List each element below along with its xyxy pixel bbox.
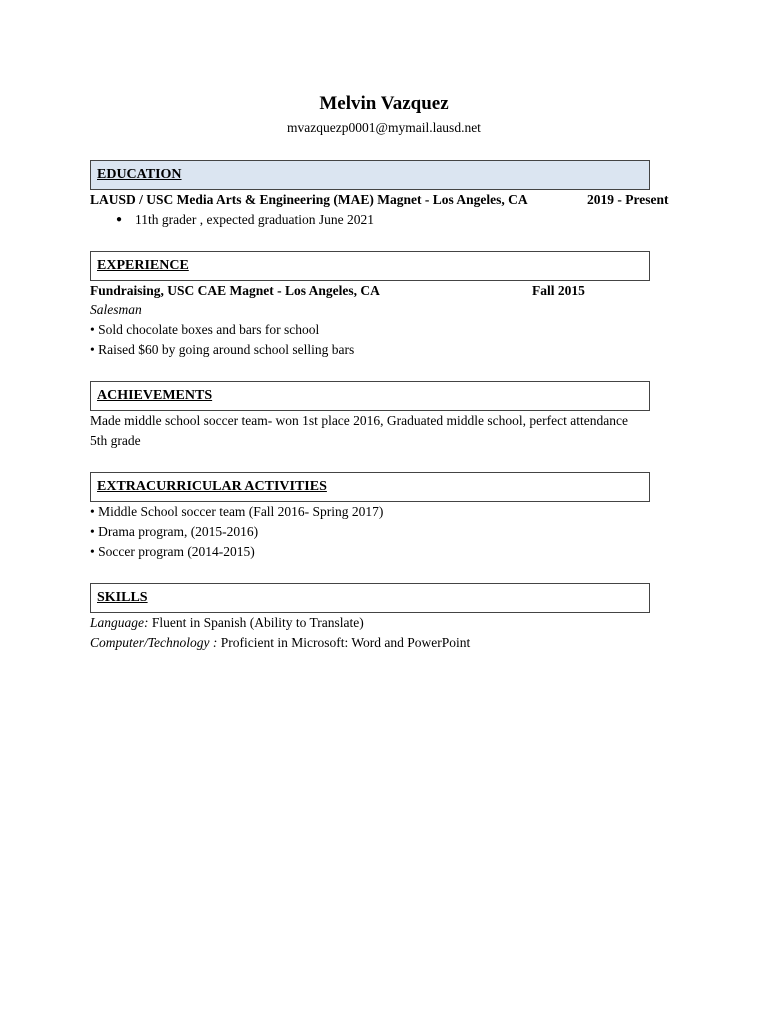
skill-language bbox=[90, 615, 364, 631]
section-title-extracurricular: EXTRACURRICULAR ACTIVITIES bbox=[97, 479, 327, 494]
section-header-education bbox=[90, 160, 650, 190]
education-dates: 2019 - Present bbox=[587, 192, 669, 207]
section-header-skills bbox=[90, 583, 650, 613]
experience-org: Fundraising, USC CAE Magnet - Los Angeles, CA bbox=[90, 283, 380, 298]
section-header-achievements bbox=[90, 381, 650, 411]
section-title-skills: SKILLS bbox=[97, 590, 148, 605]
extracurricular-item: • Drama program, (2015-2016) bbox=[90, 524, 259, 539]
skill-label: Language: bbox=[90, 615, 149, 630]
candidate-name: Melvin Vazquez bbox=[319, 93, 449, 114]
section-title-achievements: ACHIEVEMENTS bbox=[97, 388, 213, 403]
extracurricular-item: • Soccer program (2014-2015) bbox=[90, 544, 255, 559]
experience-bullet: • Sold chocolate boxes and bars for school bbox=[90, 322, 320, 337]
bullet-icon: ● bbox=[116, 214, 123, 225]
section-title-education: EDUCATION bbox=[97, 167, 182, 182]
section-title-experience: EXPERIENCE bbox=[97, 258, 189, 273]
extracurricular-item: • Middle School soccer team (Fall 2016- Spring 2017) bbox=[90, 504, 384, 519]
section-header-extracurricular bbox=[90, 472, 650, 502]
skill-label: Computer/Technology : bbox=[90, 635, 218, 650]
education-school: LAUSD / USC Media Arts & Engineering (MAE) Magnet - Los Angeles, CA bbox=[90, 192, 528, 207]
section-header-experience bbox=[90, 251, 650, 281]
skill-value: Proficient in Microsoft: Word and PowerPoint bbox=[217, 635, 471, 650]
education-bullet: 11th grader , expected graduation June 2021 bbox=[135, 212, 375, 227]
candidate-email: mvazquezp0001@mymail.lausd.net bbox=[287, 120, 481, 135]
experience-dates: Fall 2015 bbox=[532, 283, 585, 298]
skill-value: Fluent in Spanish (Ability to Translate) bbox=[148, 615, 364, 630]
experience-bullet: • Raised $60 by going around school selling bars bbox=[90, 342, 355, 357]
achievements-line: Made middle school soccer team- won 1st place 2016, Graduated middle school, perfect attendance bbox=[90, 413, 628, 428]
skill-computer bbox=[90, 635, 470, 651]
experience-role: Salesman bbox=[90, 302, 142, 317]
achievements-line: 5th grade bbox=[90, 433, 141, 448]
